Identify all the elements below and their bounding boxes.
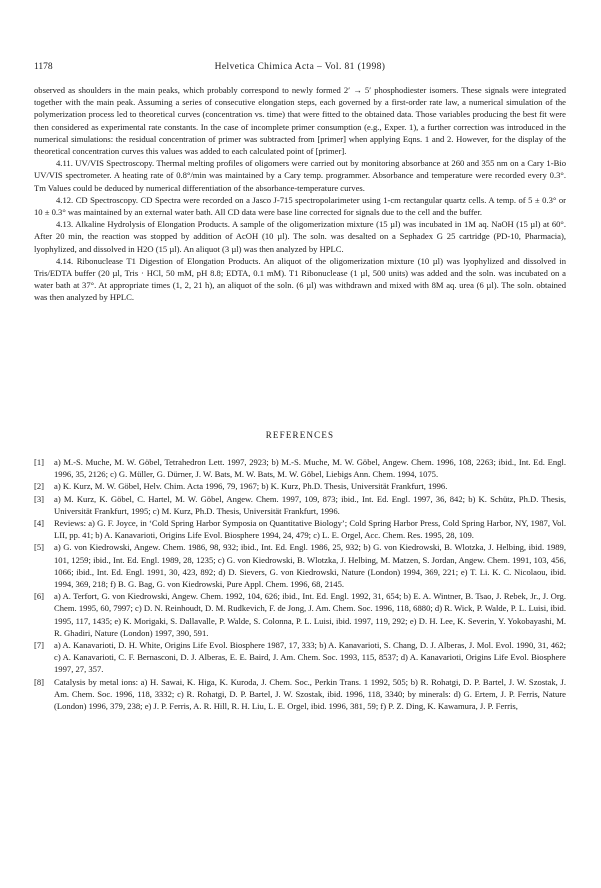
reference-number: [8] <box>34 676 45 687</box>
reference-item <box>34 541 566 590</box>
references-heading: REFERENCES <box>265 430 335 440</box>
reference-text: a) G. von Kiedrowski, Angew. Chem. 1986, 98, 932; ibid., Int. Ed. Engl. 1986, 25, 932; b) G. von Kiedrowski, B. Wlotzka, J. Helbing, ibid. 1989, 101, 1259; ibid., Int. Ed. Engl. 1989, 28, 1235; c) G. von Kiedrowski, B. Wlotzka, J. Helbing, M. Matzen, S. Jordan, Angew. Chem. 1991, 103, 456, 1066; ibid., Int. Ed. Engl. 1991, 30, 423, 892; d) D. Sievers, G. von Kiedrowski, Nature (London) 1994, 369, 221; e) T. Li. K. C. Nicolaou, ibid. 1994, 369, 218; f) B. G. Bag, G. von Kiedrowski, Pure Appl. Chem. 1996, 68, 2145. <box>54 542 566 590</box>
experimental-text <box>34 84 566 304</box>
page-number: 1178 <box>34 62 53 72</box>
reference-item <box>34 639 566 676</box>
paragraph-uv-vis: 4.11. UV/VIS Spectroscopy. Thermal melting profiles of oligomers were carried out by monitoring absorbance at 260 and 355 nm on a Cary 1-Bio UV/VIS spectrometer. A heating rate of 0.8°/min was maintained by a Cary temp. programmer. Absorbance and temperature were recorded every 0.3°. Tm Values could be deduced by numerical differentiation of the absorbance-temperature curves. <box>34 158 566 193</box>
reference-number: [5] <box>34 542 45 553</box>
reference-item <box>34 493 566 517</box>
reference-item <box>34 676 566 713</box>
reference-number: [3] <box>34 493 45 504</box>
reference-item <box>34 517 566 541</box>
reference-text: Catalysis by metal ions: a) H. Sawai, K. Higa, K. Kuroda, J. Chem. Soc., Perkin Trans. 1 1992, 505; b) R. Rohatgi, D. P. Bartel, J. W. Szostak, J. Am. Chem. Soc. 1996, 118, 3332; c) R. Rohatgi, D. P. Bartel, J. W. Szostak, ibid. 1996, 118, 3340; by minerals: d) G. Ertem, J. P. Ferris, Nature (London) 1996, 379, 238; e) J. P. Ferris, A. R. Hill, R. H. Liu, L. E. Orgel, ibid. 1996, 381, 59; f) P. Z. Ding, K. Kawamura, J. P. Ferris, <box>54 676 566 712</box>
paragraph-hydrolysis: 4.13. Alkaline Hydrolysis of Elongation Products. A sample of the oligomerization mixture (15 µl) was incubated in 1M aq. NaOH (15 µl) at 60°. After 20 min, the reaction was stopped by addition of AcOH (10 µl). The soln. was desalted on a Sephadex G 25 cartridge (PD-10, Pharmacia), lyophylized, and dissolved in H2O (15 µl). An aliquot (3 µl) was then analyzed by HPLC. <box>34 219 566 254</box>
reference-number: [6] <box>34 591 45 602</box>
reference-text: a) M.-S. Muche, M. W. Göbel, Tetrahedron Lett. 1997, 2923; b) M.-S. Muche, M. W. Göbel, Angew. Chem. 1996, 108, 2263; ibid., Int. Ed. Engl. 1996, 35, 2126; c) G. Müller, G. Dürner, J. W. Bats, M. W. Bats, M. W. Göbel, Liebigs Ann. Chem. 1994, 1075. <box>54 457 566 480</box>
reference-number: [1] <box>34 457 45 467</box>
reference-item <box>34 590 566 639</box>
reference-item <box>34 480 566 492</box>
reference-number: [2] <box>34 481 45 492</box>
reference-item <box>34 456 566 480</box>
running-header <box>34 62 566 76</box>
references-list <box>34 456 566 712</box>
paragraph-ribonuclease: 4.14. Ribonuclease T1 Digestion of Elongation Products. An aliquot of the oligomerization mixture (10 µl) was lyophylized and dissolved in Tris/EDTA buffer (20 µl, Tris · HCl, 50 mM, pH 8.8; EDTA, 0.1 mM). T1 Ribonuclease (1 µl, 500 units) was added and the soln. was incubated on a water bath at 37°. At appropriate times (1, 2, 21 h), an aliquot of the soln. (6 µl) was withdrawn and mixed with 8M aq. urea (6 µl). The soln. obtained was then analyzed by HPLC. <box>34 255 566 303</box>
paragraph-continuation: observed as shoulders in the main peaks, which probably correspond to newly formed 2′ → 5′ phosphodiester isomers. These signals were integrated together with the main peak. Assuming a series of consecutive elongation steps, each governed by a first-order rate law, a numerical simulation of the polymerization process led to theoretical curves (concentration vs. time) that were fitted to the obtained data. Those variables producing the best fit were then considered as experimental rate constants. In the case of incomplete primer consumption (e.g., Exper. 1), a further correction was introduced in the numerical simulations: the residual concentration of primer was subtracted from [primer] when applying Eqns. 1 and 2. However, for the display of the theoretical concentration curves this values was added to each calculated point of [primer]. <box>34 85 566 157</box>
paragraph-cd: 4.12. CD Spectroscopy. CD Spectra were recorded on a Jasco J-715 spectropolarimeter using 1-cm rectangular quartz cells. A temp. of 5 ± 0.3° or 10 ± 0.3° was maintained by an external water bath. All CD data were base line corrected for signals due to the cell and the buffer. <box>34 194 566 218</box>
reference-text: a) A. Terfort, G. von Kiedrowski, Angew. Chem. 1992, 104, 626; ibid., Int. Ed. Engl. 1992, 31, 654; b) E. A. Wintner, B. Tsao, J. Rebek, Jr., J. Org. Chem. 1995, 60, 7997; c) D. N. Reinhoudt, D. M. Rudkevich, F. de Jong, J. Am. Chem. Soc. 1996, 118, 6880; d) R. Wick, P. Walde, P. L. Luisi, ibid. 1995, 117, 1435; e) K. Morigaki, S. Dallavalle, P. Walde, S. Colonna, P. L. Luisi, ibid. 1997, 119, 292; e) D. H. Lee, K. Severin, Y. Yokobayashi, M. R. Ghadiri, Nature (London) 1997, 390, 591. <box>54 591 566 638</box>
reference-text: a) A. Kanavarioti, D. H. White, Origins Life Evol. Biosphere 1987, 17, 333; b) A. Kanavarioti, S. Chang, D. J. Alberas, J. Mol. Evol. 1990, 31, 462; c) A. Kanavarioti, C. F. Bernasconi, D. J. Alberas, E. E. Baird, J. Am. Chem. Soc. 1993, 115, 8537; d) A. Kanavarioti, Origins Life Evol. Biosphere 1997, 27, 357. <box>54 640 566 675</box>
journal-title: Helvetica Chimica Acta – Vol. 81 (1998) <box>214 62 386 72</box>
reference-number: [4] <box>34 518 45 529</box>
reference-text: a) M. Kurz, K. Göbel, C. Hartel, M. W. Göbel, Angew. Chem. 1997, 109, 873; ibid., Int. Ed. Engl. 1997, 36, 842; b) K. Schütz, Ph.D. Thesis, Universität Frankfurt, 1995; c) M. Kurz, Ph.D. Thesis, Universität Frankfurt, 1996. <box>54 493 566 516</box>
reference-text: a) K. Kurz, M. W. Göbel, Helv. Chim. Acta 1996, 79, 1967; b) K. Kurz, Ph.D. Thesis, Universität Frankfurt, 1996. <box>54 481 448 492</box>
reference-text: Reviews: a) G. F. Joyce, in ‘Cold Spring Harbor Symposia on Quantitative Biology’; Cold Spring Harbor Press, Cold Spring Harbor, NY, 1987, Vol. LII, pp. 41; b) A. Kanavarioti, Origins Life Evol. Biosphere 1994, 24, 479; c) L. E. Orgel, Acc. Chem. Res. 1995, 28, 109. <box>54 518 566 541</box>
reference-number: [7] <box>34 640 45 651</box>
